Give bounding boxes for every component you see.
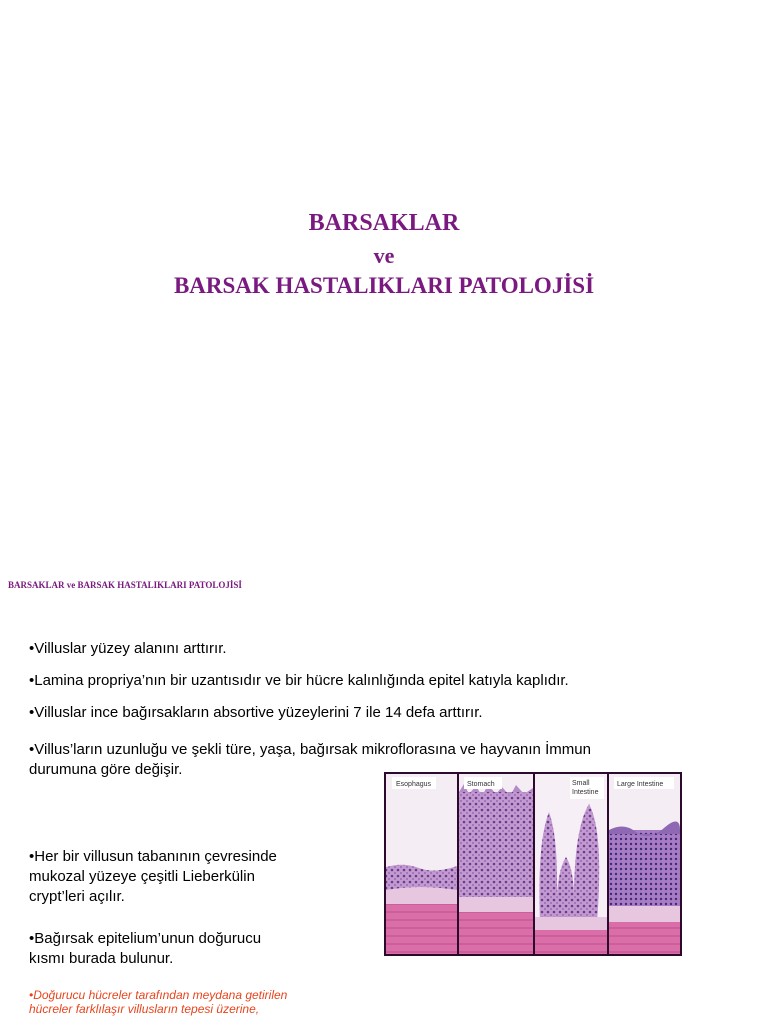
bullet-line: crypt’leri açılır. (29, 888, 125, 905)
panel-esophagus (386, 774, 457, 954)
bullet-line: durumuna göre değişir. (29, 761, 183, 778)
panel-label: Esophagus (396, 781, 432, 788)
histology-figure (384, 772, 682, 956)
note-line: hücreler farklılaşır villusların tepesi üzerine, (29, 1002, 260, 1016)
histology-image (384, 772, 682, 956)
panel-label: Intestine (572, 789, 599, 796)
section-header: BARSAKLAR ve BARSAK HASTALIKLARI PATOLOJİSİ (8, 580, 242, 590)
panel-label: Large Intestine (617, 781, 664, 788)
bullet-line: mukozal yüzeye çeşitli Lieberkülin (29, 868, 255, 885)
panel-label: Small (572, 780, 590, 787)
panel-large-intestine (609, 774, 680, 954)
bullet-villus-surface: •Villuslar yüzey alanını arttırır. (29, 640, 227, 657)
bullet-lieberkuhn-crypts (29, 847, 277, 907)
note-line: •Doğurucu hücreler tarafından meydana getirilen (29, 988, 288, 1002)
bullet-lamina-propria: •Lamina propriya’nın bir uzantısıdır ve bir hücre kalınlığında epitel katıyla kaplıdır. (29, 672, 569, 689)
title-line-2: ve (373, 243, 395, 268)
bullet-line: kısmı burada bulunur. (29, 950, 174, 967)
title-line-1: BARSAKLAR (308, 210, 460, 236)
bullet-line: •Her bir villusun tabanının çevresinde (29, 848, 277, 865)
panel-stomach (459, 774, 533, 954)
bullet-epithelium (29, 929, 261, 969)
bullet-absorptive-surface: •Villuslar ince bağırsakların absortive yüzeylerini 7 ile 14 defa arttırır. (29, 704, 483, 721)
bullet-line: •Bağırsak epitelium’unun doğurucu (29, 930, 262, 947)
title-line-3: BARSAK HASTALIKLARI PATOLOJİSİ (173, 273, 595, 298)
bullet-line: •Villus’ların uzunluğu ve şekli türe, yaşa, bağırsak mikroflorasına ve hayvanın İmmun (29, 741, 591, 758)
panel-small-intestine (535, 774, 607, 954)
panel-label: Stomach (467, 781, 495, 788)
note-text (29, 988, 287, 1016)
